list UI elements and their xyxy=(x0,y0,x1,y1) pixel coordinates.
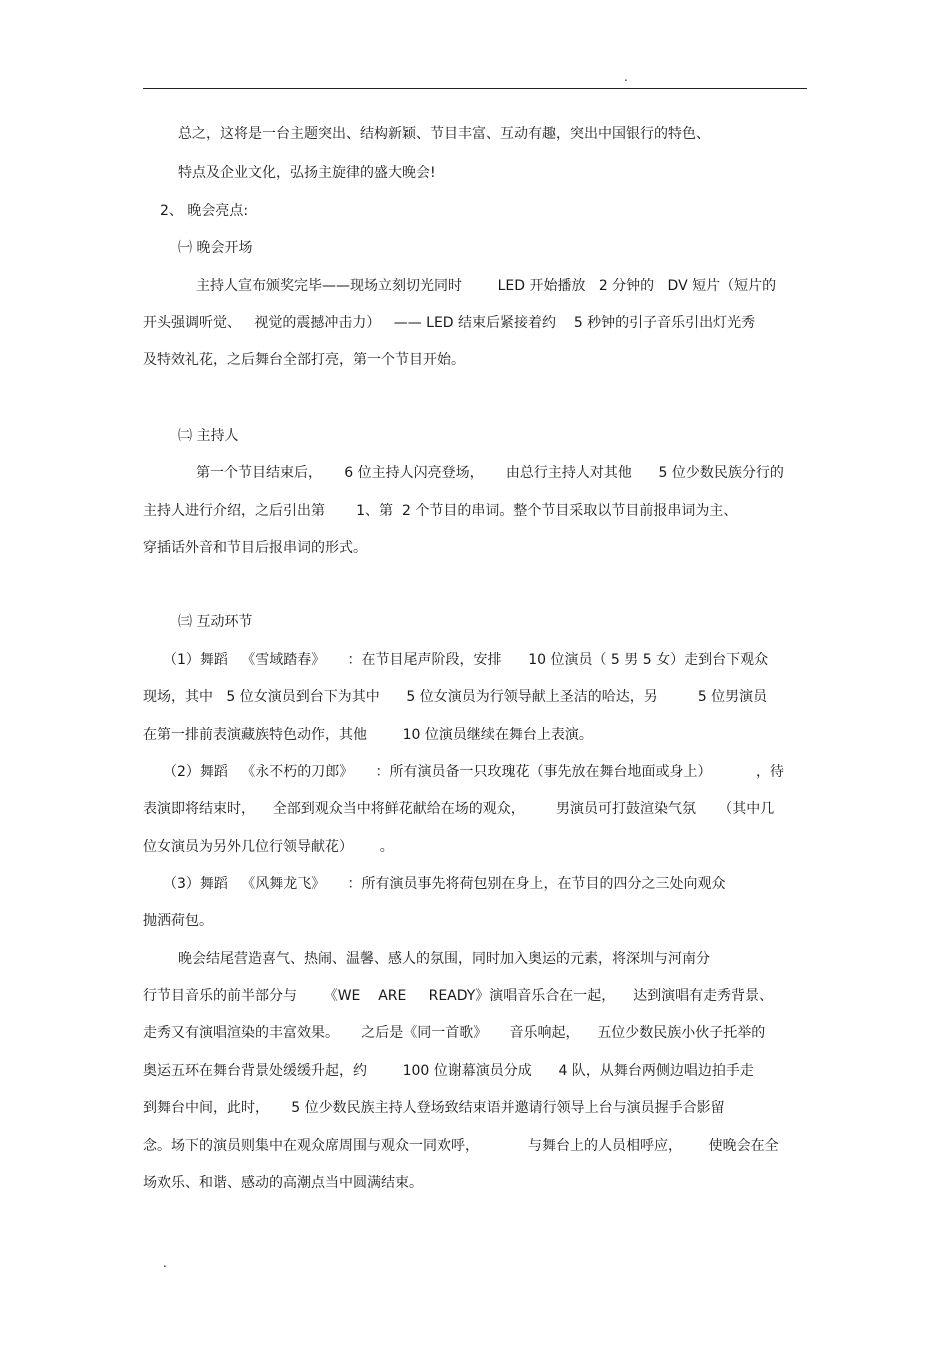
text-line: 主持人进行介绍，之后引出第 1、第 2 个节目的串词。整个节目采取以节目前报串词为主、 xyxy=(143,503,738,519)
text-line: （3）舞蹈 《风舞龙飞》 ：所有演员事先将荷包别在身上，在节目的四分之三处向观众 xyxy=(163,876,726,892)
text-line: 主持人宣布颁奖完毕——现场立刻切光同时 LED 开始播放 2 分钟的 DV 短片（短片的 xyxy=(196,278,777,294)
text-line: （1）舞蹈 《雪域踏春》 ：在节目尾声阶段，安排 10 位演员（ 5 男 5 女）走到台下观众 xyxy=(163,652,769,668)
text-line: 表演即将结束时， 全部到观众当中将鲜花献给在场的观众， 男演员可打鼓渲染气氛 （其中几 xyxy=(143,801,775,817)
text-line: 抛洒荷包。 xyxy=(143,913,213,929)
text-line: 穿插话外音和节目后报串词的形式。 xyxy=(143,540,367,556)
text-line: 奥运五环在舞台背景处缓缓升起，约 100 位谢幕演员分成 4 队，从舞台两侧边唱边拍手走 xyxy=(143,1063,754,1079)
text-line: 走秀又有演唱渲染的丰富效果。 之后是《同一首歌》 音乐响起， 五位少数民族小伙子托举的 xyxy=(143,1025,766,1041)
text-line: 念。场下的演员则集中在观众席周围与观众一同欢呼， 与舞台上的人员相呼应， 使晚会在全 xyxy=(143,1138,779,1154)
text-line: 第一个节目结束后， 6 位主持人闪亮登场， 由总行主持人对其他 5 位少数民族分行的 xyxy=(196,465,784,481)
text-line: 场欢乐、和谐、感动的高潮点当中圆满结束。 xyxy=(143,1175,423,1191)
text-line: 特点及企业文化，弘扬主旋律的盛大晚会! xyxy=(178,165,436,181)
text-line: 到舞台中间，此时， 5 位少数民族主持人登场致结束语并邀请行领导上台与演员握手合影留 xyxy=(143,1100,725,1116)
text-line: 现场，其中 5 位女演员到台下为其中 5 位女演员为行领导献上圣洁的哈达，另 5 位男演员 xyxy=(143,689,768,705)
text-line: 开头强调听觉、 视觉的震撼冲击力） —— LED 结束后紧接着约 5 秒钟的引子音乐引出灯光秀 xyxy=(143,315,756,331)
text-line: 在第一排前表演藏族特色动作，其他 10 位演员继续在舞台上表演。 xyxy=(143,727,593,743)
subsection-heading: ㈡ 主持人 xyxy=(178,428,239,444)
text-line: 总之，这将是一台主题突出、结构新颖、节目丰富、互动有趣，突出中国银行的特色、 xyxy=(178,126,710,142)
header-rule xyxy=(143,88,807,89)
text-line: 晚会结尾营造喜气、热闹、温馨、感人的氛围，同时加入奥运的元素，将深圳与河南分 xyxy=(178,951,710,967)
text-line: （2）舞蹈 《永不朽的刀郎》 ：所有演员备一只玫瑰花（事先放在舞台地面或身上） ，待 xyxy=(163,764,785,780)
text-line: 行节目音乐的前半部分与 《WE ARE READY》演唱音乐合在一起， 达到演唱有走秀背景、 xyxy=(143,988,774,1004)
subsection-heading: ㈢ 互动环节 xyxy=(178,614,253,630)
text-line: 位女演员为另外几位行领导献花） 。 xyxy=(143,839,394,855)
text-line: 及特效礼花，之后舞台全部打亮，第一个节目开始。 xyxy=(143,352,465,368)
header-mark: . xyxy=(624,70,628,84)
section-heading: 2、 晚会亮点: xyxy=(160,203,249,219)
footer-mark: . xyxy=(163,1256,167,1270)
subsection-heading: ㈠ 晚会开场 xyxy=(178,240,253,256)
